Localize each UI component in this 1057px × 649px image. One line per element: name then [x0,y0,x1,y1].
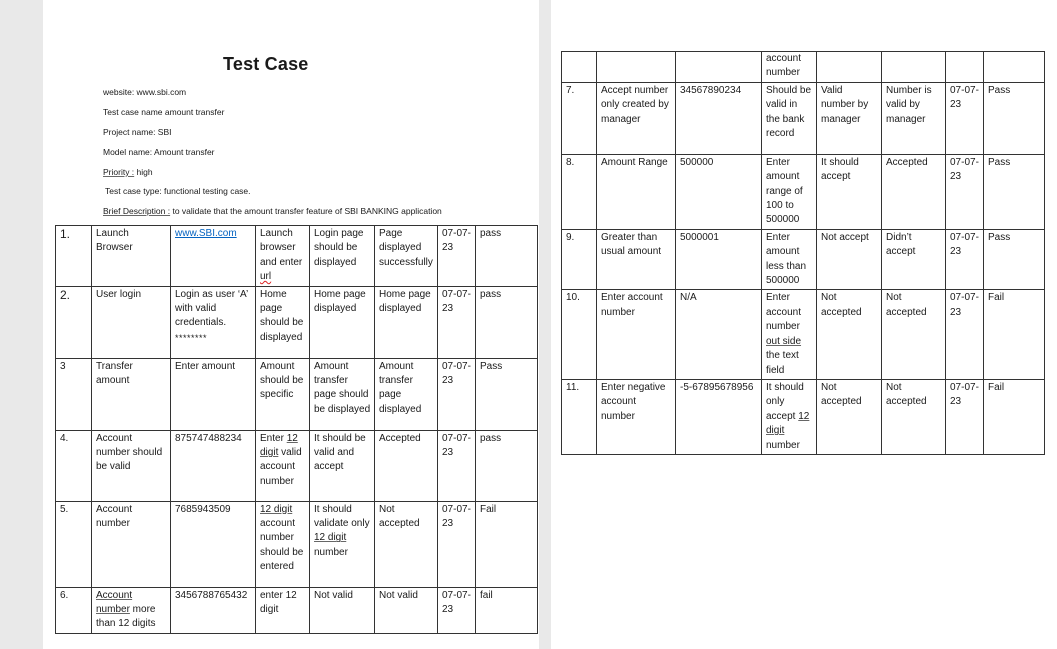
text-underlined: 12 digit [260,503,293,515]
text-misspelled: url [260,271,272,283]
text: account number should be entered [260,518,304,573]
cell-actual: Not valid [375,587,438,633]
cell-exp-result [817,52,882,83]
meta-brief-value: to validate that the amount transfer feature of SBI BANKING application [170,206,442,216]
meta-priority-label: Priority : [103,167,135,177]
meta-brief-description [103,206,442,217]
table-row [56,587,538,633]
cell-no: 3 [56,358,92,430]
text: Enter account number [766,292,802,333]
table-row [562,379,1045,454]
cell-scenario [597,52,676,83]
cell-data [171,286,256,358]
table-row [56,226,538,287]
cell-scenario: Launch Browser [92,226,171,287]
cell-status: Fail [476,501,538,587]
text-underlined: 12 digit [314,532,347,544]
cell-exp-result: Home page displayed [310,286,375,358]
cell-date: 07-07-23 [946,379,984,454]
cell-status: pass [476,286,538,358]
cell-actual: Didn’t accept [882,229,946,290]
cell-data: Enter amount [171,358,256,430]
cell-scenario: Greater than usual amount [597,229,676,290]
cell-no: 9. [562,229,597,290]
cell-exp-result: Not accepted [817,290,882,379]
cell-no: 5. [56,501,92,587]
text-underlined: 12 digit [260,432,298,459]
text-underlined: Account number [96,589,133,616]
cell-date: 07-07-23 [438,430,476,501]
cell-scenario: Enter account number [597,290,676,379]
cell-exp-result: Not accept [817,229,882,290]
cell-no: 4. [56,430,92,501]
cell-exp-result: Not accepted [817,379,882,454]
cell-no: 1. [56,226,92,287]
cell-scenario: Account number [92,501,171,587]
document-page-1 [43,0,539,649]
cell-no: 7. [562,82,597,154]
cell-actual: Amount transfer page displayed [375,358,438,430]
cell-exp-result: Not valid [310,587,375,633]
text: the text field [766,350,799,376]
cell-status [984,52,1045,83]
cell-status: Pass [476,358,538,430]
masked-password: ******** [175,332,208,343]
cell-expected: Enter amount less than 500000 [762,229,817,290]
text: Launch browser and enter [260,228,303,268]
cell-scenario: Enter negative account number [597,379,676,454]
table-row [56,501,538,587]
text: number [314,546,348,558]
text: It should only accept [766,381,804,422]
table-row [562,154,1045,229]
cell-expected: account number [762,52,817,83]
text-underlined: 12 digit [766,410,810,437]
cell-actual: Not accepted [882,379,946,454]
document-page-2 [551,0,1057,649]
cell-date: 07-07-23 [438,587,476,633]
cell-expected: Enter amount range of 100 to 500000 [762,154,817,229]
cell-data [171,226,256,287]
cell-data: 500000 [676,154,762,229]
cell-no: 10. [562,290,597,379]
cell-status: Pass [984,229,1045,290]
cell-status: pass [476,430,538,501]
cell-exp-result: Login page should be displayed [310,226,375,287]
table-row [56,358,538,430]
cell-exp-result: Amount transfer page should be displayed [310,358,375,430]
cell-exp-result: It should be valid and accept [310,430,375,501]
cell-actual: Accepted [882,154,946,229]
cell-expected [256,501,310,587]
meta-brief-label: Brief Description : [103,206,171,216]
cell-date: 07-07-23 [946,154,984,229]
table-row [562,290,1045,379]
cell-data: 5000001 [676,229,762,290]
cell-no [562,52,597,83]
cell-no: 6. [56,587,92,633]
cell-actual: Number is valid by manager [882,82,946,154]
meta-model-name: Model name: Amount transfer [103,147,215,157]
cell-scenario [92,587,171,633]
meta-website: website: www.sbi.com [103,87,187,97]
cell-date: 07-07-23 [438,286,476,358]
cell-expected [256,226,310,287]
cell-status: Pass [984,82,1045,154]
cell-actual: Not accepted [882,290,946,379]
cell-status: Fail [984,290,1045,379]
text: It should validate only [314,503,370,530]
document-title: Test Case [223,54,309,74]
cell-no: 2. [56,286,92,358]
cell-status: Pass [984,154,1045,229]
cell-expected: Should be valid in the bank record [762,82,817,154]
cell-data: N/A [676,290,762,379]
text: number [766,439,800,451]
meta-project-name: Project name: SBI [103,127,172,137]
cell-data: -5-67895678956 [676,379,762,454]
cell-data: 875747488234 [171,430,256,501]
meta-priority-value: high [134,167,153,177]
meta-test-case-type: Test case type: functional testing case. [105,186,251,196]
cell-data: 7685943509 [171,501,256,587]
cell-actual: Not accepted [375,501,438,587]
cell-expected [762,290,817,379]
cell-scenario: User login [92,286,171,358]
cell-exp-result: It should accept [817,154,882,229]
cell-no: 8. [562,154,597,229]
table-row [562,82,1045,154]
cell-date: 07-07-23 [438,501,476,587]
cell-expected: enter 12 digit [256,587,310,633]
cell-date: 07-07-23 [946,229,984,290]
cell-actual: Home page displayed [375,286,438,358]
cell-status: Fail [984,379,1045,454]
cell-data: 3456788765432 [171,587,256,633]
cell-expected: Home page should be displayed [256,286,310,358]
meta-test-case-name: Test case name amount transfer [103,107,225,117]
table-row [562,229,1045,290]
table-row [56,286,538,358]
cell-no: 11. [562,379,597,454]
cell-exp-result: Valid number by manager [817,82,882,154]
cell-actual [882,52,946,83]
cell-expected [762,379,817,454]
cell-expected [256,430,310,501]
cell-date: 07-07-23 [946,82,984,154]
cell-date: 07-07-23 [438,226,476,287]
cell-scenario: Amount Range [597,154,676,229]
cell-scenario: Accept number only created by manager [597,82,676,154]
cell-expected: Amount should be specific [256,358,310,430]
meta-priority [103,167,153,178]
cell-actual: Accepted [375,430,438,501]
sbi-link[interactable]: www.SBI.com [175,228,237,239]
text: Login as user ‘A’ with valid credentials. [175,288,248,329]
text: Enter [260,432,287,444]
cell-status: pass [476,226,538,287]
test-case-table-page-2 [561,51,1045,455]
text-underlined: out side [766,335,802,347]
cell-date: 07-07-23 [946,290,984,379]
text: valid account number [260,447,302,487]
cell-scenario: Transfer amount [92,358,171,430]
cell-scenario: Account number should be valid [92,430,171,501]
cell-data: 34567890234 [676,82,762,154]
cell-data [676,52,762,83]
cell-actual: Page displayed successfully [375,226,438,287]
text: more than 12 digits [96,604,156,630]
table-row [562,52,1045,83]
cell-exp-result [310,501,375,587]
cell-date: 07-07-23 [438,358,476,430]
cell-date [946,52,984,83]
test-case-table-page-1 [55,225,538,634]
cell-status: fail [476,587,538,633]
table-row [56,430,538,501]
